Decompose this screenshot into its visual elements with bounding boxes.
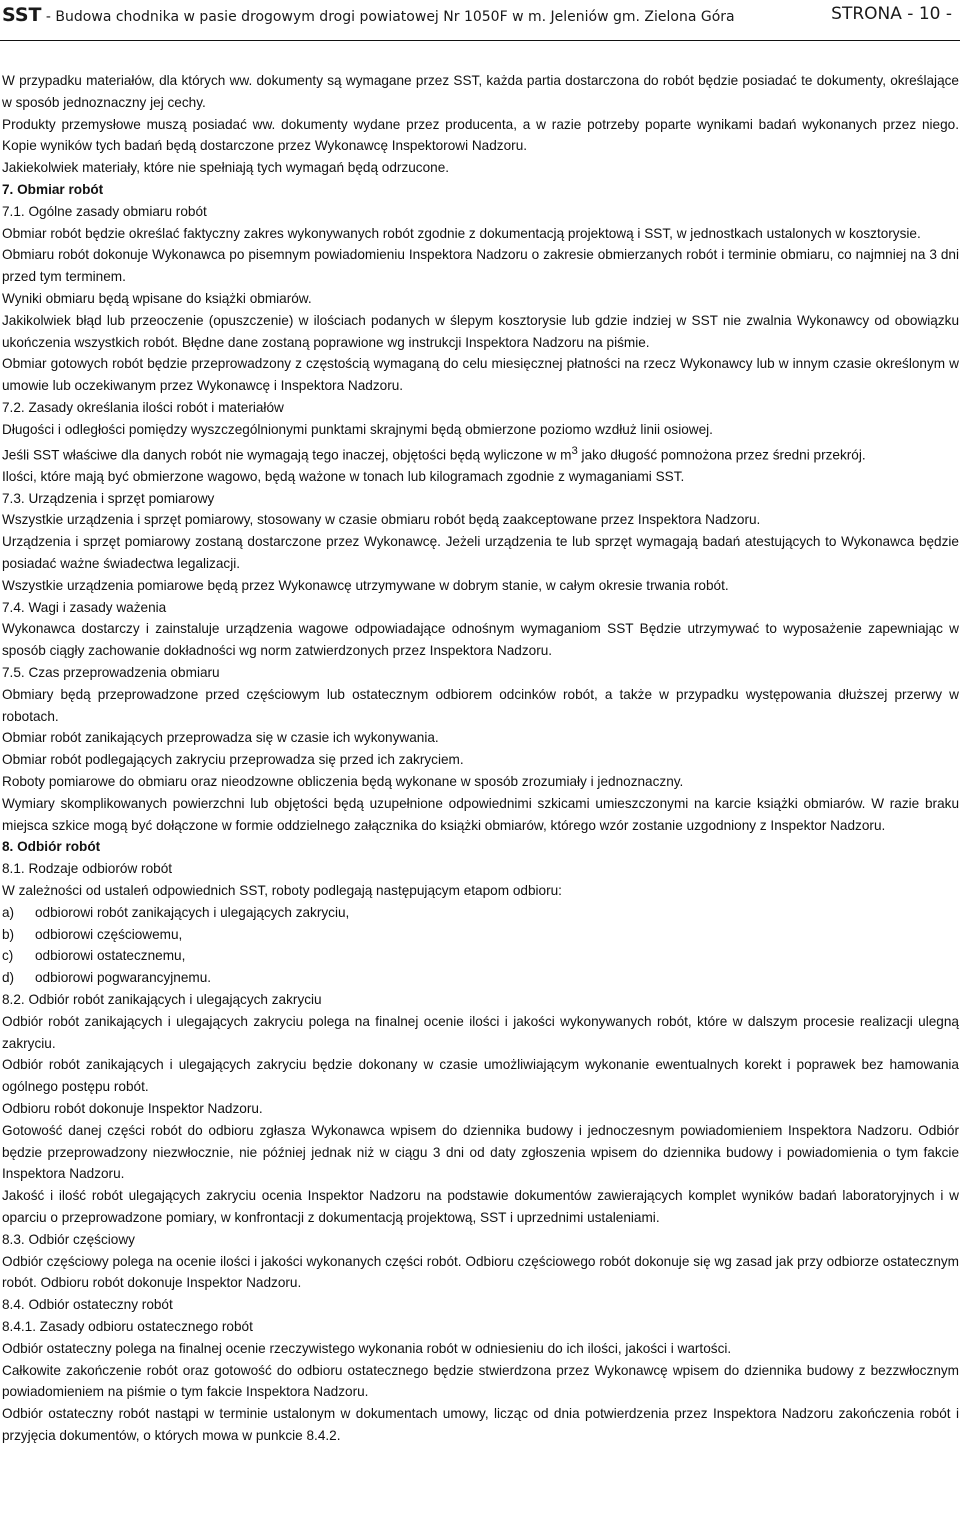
subsection-heading-8-4: 8.4. Odbiór ostateczny robót bbox=[2, 1297, 173, 1313]
paragraph: Obmiar robót podlegających zakryciu przeprowadza się przed ich zakryciem. bbox=[2, 752, 464, 768]
paragraph: Obmiary będą przeprowadzone przed częściowym lub ostatecznym odbiorem odcinków robót, a także w przypadku występowania dłuższej przerwy w robotach. bbox=[2, 686, 959, 724]
subsection-heading-8-1: 8.1. Rodzaje odbiorów robót bbox=[2, 861, 173, 877]
paragraph: Jakiekolwiek materiały, które nie spełniają tych wymagań będą odrzucone. bbox=[2, 160, 450, 176]
list-item bbox=[2, 967, 959, 989]
paragraph: Ilości, które mają być obmierzone wagowo, będą ważone w tonach lub kilogramach zgodnie z wymaganiami SST. bbox=[2, 468, 685, 484]
paragraph: Obmiar gotowych robót będzie przeprowadzony z częstością wymaganą do celu miesięcznej płatności na rzecz Wykonawcy lub w innym czasie określonym w umowie lub oczekiwanym przez Wykonawcę i Inspektora Nadzoru. bbox=[2, 356, 959, 394]
paragraph: Wykonawca dostarczy i zainstaluje urządzenia wagowe odpowiadające odnośnym wymaganiom SST Będzie utrzymywać to wyposażenie zapewniając w sposób ciągły zachowanie dokładności wg norm zatwierdzonych przez Inspektora Nadzoru. bbox=[2, 621, 959, 659]
page-number: STRONA - 10 - bbox=[831, 4, 952, 24]
paragraph: Wymiary skomplikowanych powierzchni lub objętości będą uzupełnione odpowiednimi szkicami umieszczonymi na karcie książki obmiarów. W razie braku miejsca szkice mogą być dołączone w formie oddzielnego załącznika do książki obmiarów, którego wzór zostanie uzgodniony z Inspektor Nadzoru. bbox=[2, 795, 959, 833]
paragraph: W przypadku materiałów, dla których ww. dokumenty są wymagane przez SST, każda partia dostarczona do robót będzie posiadać te dokumenty, określające w sposób jednoznaczny jej cechy. bbox=[2, 73, 959, 110]
document-title bbox=[2, 4, 735, 26]
document-title-text: - Budowa chodnika w pasie drogowym drogi powiatowej Nr 1050F w m. Jeleniów gm. Zielona Góra bbox=[41, 9, 735, 25]
paragraph: Odbiór ostateczny polega na finalnej ocenie rzeczywistego wykonania robót w odniesieniu do ich ilości, jakości i wartości. bbox=[2, 1340, 732, 1356]
section-heading-7: 7. Obmiar robót bbox=[2, 181, 104, 197]
superscript: 3 bbox=[571, 444, 578, 457]
list-marker: d) bbox=[2, 970, 15, 986]
paragraph: Produkty przemysłowe muszą posiadać ww. dokumenty wydane przez producenta, a w razie potrzeby poparte wynikami badań wykonanych przez niego. Kopie wyników tych badań będą dostarczone przez Wykonawcę Inspektorowi Nadzoru. bbox=[2, 116, 959, 154]
list-item-text: odbiorowi pogwarancyjnemu. bbox=[35, 970, 212, 986]
paragraph: Całkowite zakończenie robót oraz gotowość do odbioru ostatecznego będzie stwierdzona przez Wykonawcę wpisem do dziennika budowy z bezzwłocznym powiadomieniem na piśmie o tym fakcie Inspektora Nadzoru. bbox=[2, 1362, 959, 1400]
paragraph: Urządzenia i sprzęt pomiarowy zostaną dostarczone przez Wykonawcę. Jeżeli urządzenia te lub sprzęt wymagają badań atestujących to Wykonawca będzie posiadać ważne świadectwa legalizacji. bbox=[2, 534, 959, 572]
section-heading-8: 8. Odbiór robót bbox=[2, 839, 101, 855]
paragraph: Wszystkie urządzenia pomiarowe będą przez Wykonawcę utrzymywane w dobrym stanie, w całym okresie trwania robót. bbox=[2, 577, 729, 593]
paragraph: Odbiór ostateczny robót nastąpi w terminie ustalonym w dokumentach umowy, licząc od dnia potwierdzenia przez Inspektora Nadzoru zakończenia robót i przyjęcia dokumentów, o których mowa w punkcie 8.4.2. bbox=[2, 1406, 959, 1443]
subsection-heading-7-2: 7.2. Zasady określania ilości robót i materiałów bbox=[2, 399, 284, 415]
list-item bbox=[2, 945, 959, 967]
subsection-heading-8-4-1: 8.4.1. Zasady odbioru ostatecznego robót bbox=[2, 1318, 253, 1334]
paragraph: W zależności od ustaleń odpowiednich SST, roboty podlegają następującym etapom odbioru: bbox=[2, 883, 562, 899]
subsection-heading-7-5: 7.5. Czas przeprowadzenia obmiaru bbox=[2, 665, 220, 681]
paragraph: Odbiór robót zanikających i ulegających zakryciu będzie dokonany w czasie umożliwiającym wykonanie ewentualnych korekt i poprawek bez hamowania ogólnego postępu robót. bbox=[2, 1057, 959, 1095]
paragraph: Odbiór częściowy polega na ocenie ilości i jakości wykonanych części robót. Odbioru częściowego robót dokonuje się wg zasad jak przy odbiorze ostatecznym robót. Odbioru robót dokonuje Inspektor Nadzoru. bbox=[2, 1253, 959, 1291]
paragraph-text: Jeśli SST właściwe dla danych robót nie wymagają tego inaczej, objętości będą wyliczone w m bbox=[2, 447, 572, 463]
page-header bbox=[0, 0, 960, 41]
list-marker: c) bbox=[2, 948, 14, 964]
paragraph: Roboty pomiarowe do obmiaru oraz nieodzowne obliczenia będą wykonane w sposób zrozumiały i jednoznaczny. bbox=[2, 774, 684, 790]
paragraph: Odbiór robót zanikających i ulegających zakryciu polega na finalnej ocenie ilości i jakości wykonywanych robót, które w dalszym procesie realizacji ulegną zakryciu. bbox=[2, 1013, 959, 1051]
paragraph: Długości i odległości pomiędzy wyszczególnionymi punktami skrajnymi będą obmierzone poziomo wzdłuż linii osiowej. bbox=[2, 421, 713, 437]
document-body bbox=[0, 41, 960, 1447]
list-item-text: odbiorowi częściowemu, bbox=[35, 926, 183, 942]
paragraph: Jakikolwiek błąd lub przeoczenie (opuszczenie) w ilościach podanych w ślepym kosztorysie lub gdzie indziej w SST nie zwalnia Wykonawcy od obowiązku ukończenia wszystkich robót. Błędne dane zostaną poprawione wg instrukcji Inspektora Nadzoru na piśmie. bbox=[2, 312, 959, 350]
paragraph: Wszystkie urządzenia i sprzęt pomiarowy, stosowany w czasie obmiaru robót będą zaakceptowane przez Inspektora Nadzoru. bbox=[2, 512, 761, 528]
subsection-heading-7-4: 7.4. Wagi i zasady ważenia bbox=[2, 599, 167, 615]
paragraph: Gotowość danej części robót do odbioru zgłasza Wykonawca wpisem do dziennika budowy i jednoczesnym powiadomieniem Inspektora Nadzoru. Odbiór będzie przeprowadzony niezwłocznie, nie później jednak niż w ciągu 3 dni od daty zgłoszenia wpisem do dziennika budowy i powiadomienia o tym fakcie Inspektora Nadzoru. bbox=[2, 1122, 959, 1182]
subsection-heading-7-1: 7.1. Ogólne zasady obmiaru robót bbox=[2, 203, 207, 219]
paragraph: Obmiar robót zanikających przeprowadza się w czasie ich wykonywania. bbox=[2, 730, 439, 746]
paragraph: Odbioru robót dokonuje Inspektor Nadzoru. bbox=[2, 1100, 263, 1116]
subsection-heading-8-2: 8.2. Odbiór robót zanikających i ulegających zakryciu bbox=[2, 992, 322, 1007]
list-marker: b) bbox=[2, 926, 15, 942]
paragraph: Jakość i ilość robót ulegających zakryciu ocenia Inspektor Nadzoru na podstawie dokumentów zawierających komplet wyników badań laboratoryjnych i w oparciu o przeprowadzone pomiary, w konfrontacji z dokumentacją projektową, SST i uprzednimi ustaleniami. bbox=[2, 1188, 959, 1225]
paragraph bbox=[2, 441, 959, 466]
paragraph: Wyniki obmiaru będą wpisane do książki obmiarów. bbox=[2, 290, 312, 306]
paragraph: Obmiaru robót dokonuje Wykonawca po pisemnym powiadomieniu Inspektora Nadzoru o zakresie obmierzanych robót i terminie obmiaru, co najmniej na 3 dni przed tym terminem. bbox=[2, 247, 959, 285]
list-marker: a) bbox=[2, 904, 15, 920]
paragraph: Obmiar robót będzie określać faktyczny zakres wykonywanych robót zgodnie z dokumentacją projektową i SST, w jednostkach ustalonych w kosztorysie. bbox=[2, 225, 921, 241]
subsection-heading-7-3: 7.3. Urządzenia i sprzęt pomiarowy bbox=[2, 490, 215, 506]
list-item-text: odbiorowi ostatecznemu, bbox=[35, 948, 186, 964]
list-item bbox=[2, 924, 959, 946]
list-item bbox=[2, 902, 959, 924]
subsection-heading-8-3: 8.3. Odbiór częściowy bbox=[2, 1231, 135, 1247]
list-item-text: odbiorowi robót zanikających i ulegających zakryciu, bbox=[35, 904, 350, 920]
paragraph-text: jako długość pomnożona przez średni przekrój. bbox=[577, 447, 866, 463]
document-title-prefix: SST bbox=[2, 4, 42, 26]
